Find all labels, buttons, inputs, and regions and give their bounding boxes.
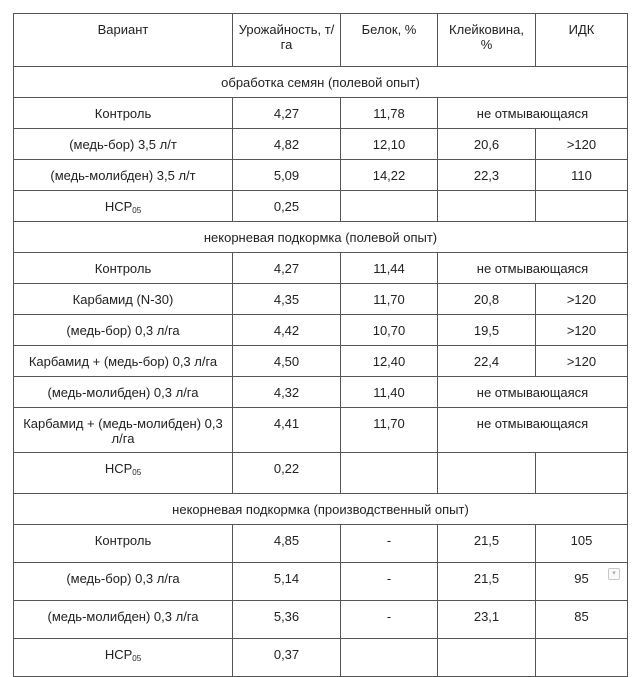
empty-cell bbox=[341, 191, 438, 222]
results-table bbox=[13, 13, 628, 677]
cell-protein: 11,70 bbox=[341, 284, 438, 315]
empty-cell bbox=[341, 453, 438, 494]
hcp-row bbox=[14, 191, 628, 222]
header-idk: ИДК bbox=[536, 14, 628, 67]
cell-variant: Карбамид (N-30) bbox=[14, 284, 233, 315]
hcp-yield: 0,37 bbox=[233, 639, 341, 677]
hcp-row bbox=[14, 453, 628, 494]
hcp-subscript: 05 bbox=[132, 654, 142, 663]
section-title-row bbox=[14, 494, 628, 525]
cell-idk: 110 bbox=[536, 160, 628, 191]
cell-gluten-merged: не отмывающаяся bbox=[438, 408, 628, 453]
cell-protein: 12,10 bbox=[341, 129, 438, 160]
cell-yield: 4,50 bbox=[233, 346, 341, 377]
cell-yield: 5,36 bbox=[233, 601, 341, 639]
hcp-label-text: НСР bbox=[104, 461, 133, 476]
header-yield: Урожайность, т/га bbox=[233, 14, 341, 67]
cell-gluten-merged: не отмывающаяся bbox=[438, 253, 628, 284]
table-row bbox=[14, 525, 628, 563]
cell-variant: (медь-молибден) 0,3 л/га bbox=[14, 377, 233, 408]
cell-gluten: 23,1 bbox=[438, 601, 536, 639]
cell-variant: (медь-молибден) 3,5 л/т bbox=[14, 160, 233, 191]
hcp-subscript: 05 bbox=[132, 468, 142, 477]
empty-cell bbox=[536, 639, 628, 677]
cell-protein: - bbox=[341, 525, 438, 563]
section-title-row bbox=[14, 222, 628, 253]
hcp-label-text: НСР bbox=[104, 647, 133, 662]
cell-idk: 85 bbox=[536, 601, 628, 639]
cell-idk: >120 bbox=[536, 129, 628, 160]
cell-variant: Карбамид + (медь-молибден) 0,3 л/га bbox=[14, 408, 233, 453]
cell-yield: 4,27 bbox=[233, 253, 341, 284]
cell-gluten-merged: не отмывающаяся bbox=[438, 98, 628, 129]
cell-gluten: 21,5 bbox=[438, 563, 536, 601]
hcp-yield: 0,25 bbox=[233, 191, 341, 222]
cell-gluten: 21,5 bbox=[438, 525, 536, 563]
cell-protein: 14,22 bbox=[341, 160, 438, 191]
cell-yield: 4,82 bbox=[233, 129, 341, 160]
cell-variant: Контроль bbox=[14, 98, 233, 129]
cell-yield: 4,35 bbox=[233, 284, 341, 315]
cell-idk: >120 bbox=[536, 346, 628, 377]
cell-gluten: 20,8 bbox=[438, 284, 536, 315]
hcp-label bbox=[14, 639, 233, 677]
hcp-yield: 0,22 bbox=[233, 453, 341, 494]
cell-idk: >120 bbox=[536, 315, 628, 346]
cell-gluten: 22,3 bbox=[438, 160, 536, 191]
table-row bbox=[14, 98, 628, 129]
empty-cell bbox=[438, 191, 536, 222]
empty-cell bbox=[341, 639, 438, 677]
cell-variant: (медь-бор) 3,5 л/т bbox=[14, 129, 233, 160]
cell-protein: 11,70 bbox=[341, 408, 438, 453]
cell-yield: 4,32 bbox=[233, 377, 341, 408]
cell-yield: 4,85 bbox=[233, 525, 341, 563]
hcp-label bbox=[14, 191, 233, 222]
cell-protein: - bbox=[341, 601, 438, 639]
cell-gluten-merged: не отмывающаяся bbox=[438, 377, 628, 408]
cell-idk: 105 bbox=[536, 525, 628, 563]
section-title: обработка семян (полевой опыт) bbox=[14, 67, 628, 98]
cell-variant: Карбамид + (медь-бор) 0,3 л/га bbox=[14, 346, 233, 377]
cell-variant: (медь-бор) 0,3 л/га bbox=[14, 563, 233, 601]
cell-protein: 10,70 bbox=[341, 315, 438, 346]
cell-protein: 11,78 bbox=[341, 98, 438, 129]
header-protein: Белок, % bbox=[341, 14, 438, 67]
cell-gluten: 22,4 bbox=[438, 346, 536, 377]
table-row bbox=[14, 129, 628, 160]
cell-variant: Контроль bbox=[14, 525, 233, 563]
cell-yield: 5,14 bbox=[233, 563, 341, 601]
section-title: некорневая подкормка (производственный опыт) bbox=[14, 494, 628, 525]
table-row bbox=[14, 377, 628, 408]
cell-yield: 5,09 bbox=[233, 160, 341, 191]
table-row bbox=[14, 601, 628, 639]
empty-cell bbox=[536, 453, 628, 494]
dropdown-toggle-icon[interactable]: ▾ bbox=[608, 568, 620, 580]
cell-idk: >120 bbox=[536, 284, 628, 315]
cell-yield: 4,27 bbox=[233, 98, 341, 129]
empty-cell bbox=[536, 191, 628, 222]
table-row bbox=[14, 253, 628, 284]
hcp-subscript: 05 bbox=[132, 206, 142, 215]
section-title: некорневая подкормка (полевой опыт) bbox=[14, 222, 628, 253]
cell-gluten: 20,6 bbox=[438, 129, 536, 160]
header-row bbox=[14, 14, 628, 67]
header-variant: Вариант bbox=[14, 14, 233, 67]
cell-variant: Контроль bbox=[14, 253, 233, 284]
cell-variant: (медь-молибден) 0,3 л/га bbox=[14, 601, 233, 639]
cell-yield: 4,41 bbox=[233, 408, 341, 453]
header-gluten: Клейковина, % bbox=[438, 14, 536, 67]
table-row bbox=[14, 346, 628, 377]
cell-protein: - bbox=[341, 563, 438, 601]
section-title-row bbox=[14, 67, 628, 98]
table-row bbox=[14, 160, 628, 191]
cell-gluten: 19,5 bbox=[438, 315, 536, 346]
cell-yield: 4,42 bbox=[233, 315, 341, 346]
table-row bbox=[14, 284, 628, 315]
table-row bbox=[14, 408, 628, 453]
table-row bbox=[14, 563, 628, 601]
cell-variant: (медь-бор) 0,3 л/га bbox=[14, 315, 233, 346]
cell-protein: 11,44 bbox=[341, 253, 438, 284]
hcp-label bbox=[14, 453, 233, 494]
table-row bbox=[14, 315, 628, 346]
cell-idk: 95 bbox=[536, 563, 628, 601]
hcp-row bbox=[14, 639, 628, 677]
cell-protein: 12,40 bbox=[341, 346, 438, 377]
empty-cell bbox=[438, 453, 536, 494]
cell-protein: 11,40 bbox=[341, 377, 438, 408]
empty-cell bbox=[438, 639, 536, 677]
hcp-label-text: НСР bbox=[104, 199, 133, 214]
